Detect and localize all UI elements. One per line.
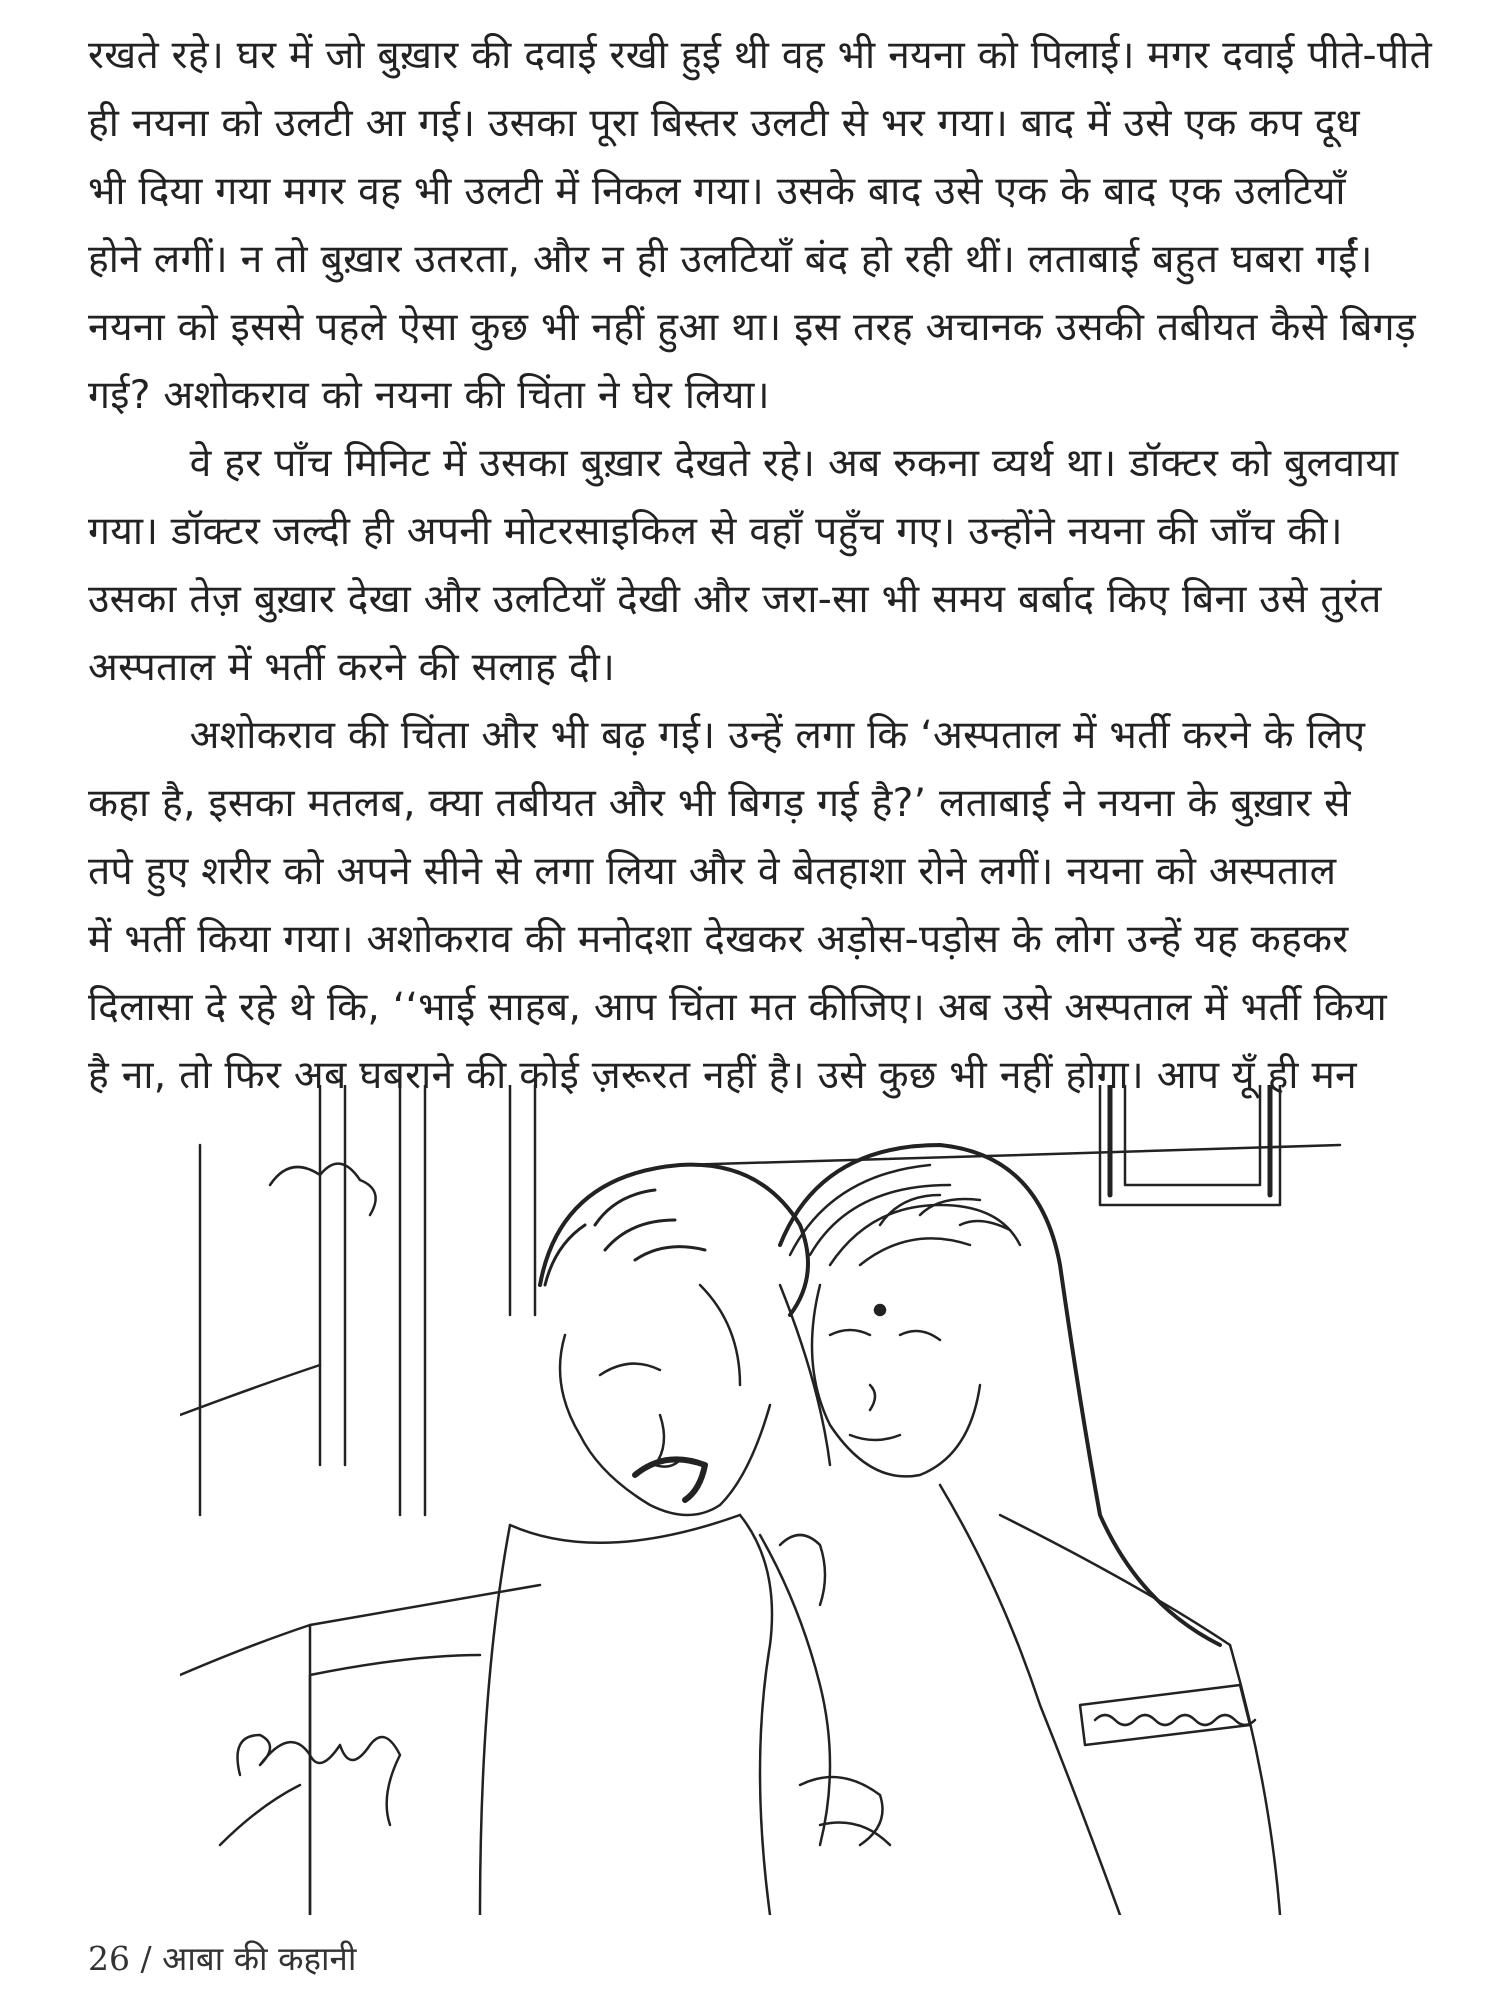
body-text [88, 22, 1483, 1110]
body-line: तपे हुए शरीर को अपने सीने से लगा लिया और वे बेतहाशा रोने लगीं। नयना को अस्पताल [88, 849, 1337, 894]
body-line: में भर्ती किया गया। अशोकराव की मनोदशा देखकर अड़ोस-पड़ोस के लोग उन्हें यह कहकर [88, 917, 1349, 962]
page-number: 26 [88, 1939, 130, 1978]
body-line: है ना, तो फिर अब घबराने की कोई ज़रूरत नहीं है। उसे कुछ भी नहीं होगा। आप यूँ ही मन [88, 1053, 1358, 1098]
woman-figure [780, 1145, 1280, 1915]
body-line: अस्पताल में भर्ती करने की सलाह दी। [88, 645, 616, 690]
wall-frame [1100, 1085, 1280, 1205]
body-line: अशोकराव की चिंता और भी बढ़ गई। उन्हें लगा कि ‘अस्पताल में भर्ती करने के लिए [88, 713, 1366, 758]
clasped-hands [760, 1535, 890, 1845]
body-line: भी दिया गया मगर वह भी उलटी में निकल गया। उसके बाद उसे एक के बाद एक उलटियाँ [88, 169, 1346, 214]
page-footer [88, 1935, 356, 1980]
footer-separator: / [130, 1939, 163, 1978]
man-figure [480, 1165, 830, 1915]
body-line: गई? अशोकराव को नयना की चिंता ने घेर लिया। [88, 373, 770, 418]
body-line: होने लगीं। न तो बुख़ार उतरता, और न ही उलटियाँ बंद हो रही थीं। लताबाई बहुत घबरा गईं। [88, 237, 1373, 282]
body-line: वे हर पाँच मिनिट में उसका बुख़ार देखते रहे। अब रुकना व्यर्थ था। डॉक्टर को बुलवाया [88, 441, 1399, 486]
body-line: नयना को इससे पहले ऐसा कुछ भी नहीं हुआ था। इस तरह अचानक उसकी तबीयत कैसे बिगड़ [88, 305, 1417, 350]
body-line: कहा है, इसका मतलब, क्या तबीयत और भी बिगड़ गई है?’ लताबाई ने नयना के बुख़ार से [88, 781, 1351, 826]
body-line: गया। डॉक्टर जल्दी ही अपनी मोटरसाइकिल से वहाँ पहुँच गए। उन्होंने नयना की जाँच की। [88, 509, 1343, 554]
background-pillars [180, 1085, 535, 1515]
body-line: रखते रहे। घर में जो बुख़ार की दवाई रखी हुई थी वह भी नयना को पिलाई। मगर दवाई पीते-पीते [88, 33, 1432, 78]
body-line: दिलासा दे रहे थे कि, ‘‘भाई साहब, आप चिंता मत कीजिए। अब उसे अस्पताल में भर्ती किया [88, 985, 1388, 1030]
story-illustration [180, 1085, 1380, 1915]
body-line: उसका तेज़ बुख़ार देखा और उलटियाँ देखी और जरा-सा भी समय बर्बाद किए बिना उसे तुरंत [88, 577, 1382, 622]
book-title: आबा की कहानी [162, 1939, 357, 1978]
body-line: ही नयना को उलटी आ गई। उसका पूरा बिस्तर उलटी से भर गया। बाद में उसे एक कप दूध [88, 101, 1360, 146]
